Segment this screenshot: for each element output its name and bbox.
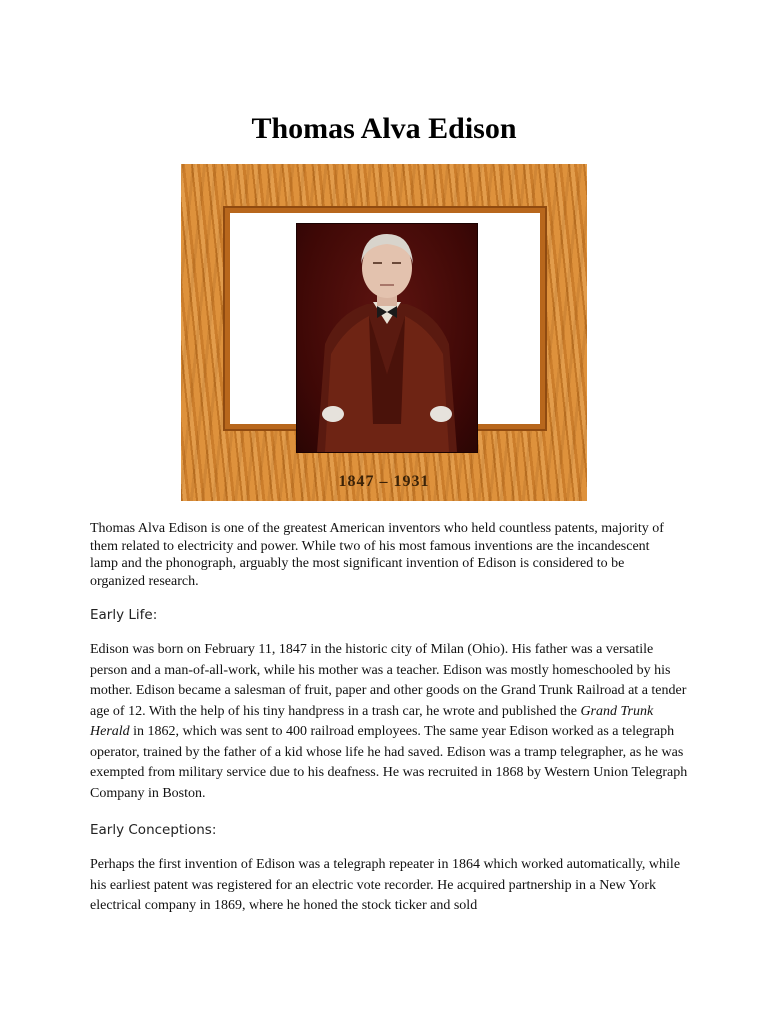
early-life-paragraph <box>90 640 690 804</box>
intro-paragraph: Thomas Alva Edison is one of the greatest American inventors who held countless patents, majority of them related to electricity and power. While two of his most famous inventions are the incandescent lamp and the phonograph, arguably the most significant invention of Edison is considered to be organized research. <box>90 521 664 589</box>
portrait-years-caption: 1847 – 1931 <box>338 473 430 490</box>
early-conceptions-paragraph: Perhaps the first invention of Edison was a telegraph repeater in 1864 which worked automatically, while his earliest patent was registered for an electric vote recorder. He acquired partnership in a New York electrical company in 1869, where he honed the stock ticker and sold <box>90 857 681 913</box>
early-life-text-part-1: Edison was born on February 11, 1847 in the historic city of Milan (Ohio). His father was a versatile person and a man-of-all-work, while his mother was a teacher. Edison was mostly homeschooled by his mother. Edison became a salesman of fruit, paper and other goods on the Grand Trunk Railroad at a tender age of 12. With the help of his tiny handpress in a trash car, he wrote and published the <box>90 642 687 719</box>
portrait-illustration <box>297 224 477 452</box>
page-title: Thomas Alva Edison <box>251 112 517 145</box>
early-life-heading: Early Life: <box>90 607 158 623</box>
portrait-frame <box>181 164 587 501</box>
early-life-text-part-2: in 1862, which was sent to 400 railroad employees. The same year Edison worked as a telegraph operator, trained by the father of a kid whose life he had saved. Edison was a tramp telegrapher, as he was exempted from military service due to his deafness. He was recruited in 1868 by Western Union Telegraph Company in Boston. <box>90 724 688 801</box>
early-conceptions-heading: Early Conceptions: <box>90 822 217 838</box>
edison-portrait-image <box>296 223 478 453</box>
grand-trunk-herald-title: Grand Trunk Herald <box>90 703 654 739</box>
